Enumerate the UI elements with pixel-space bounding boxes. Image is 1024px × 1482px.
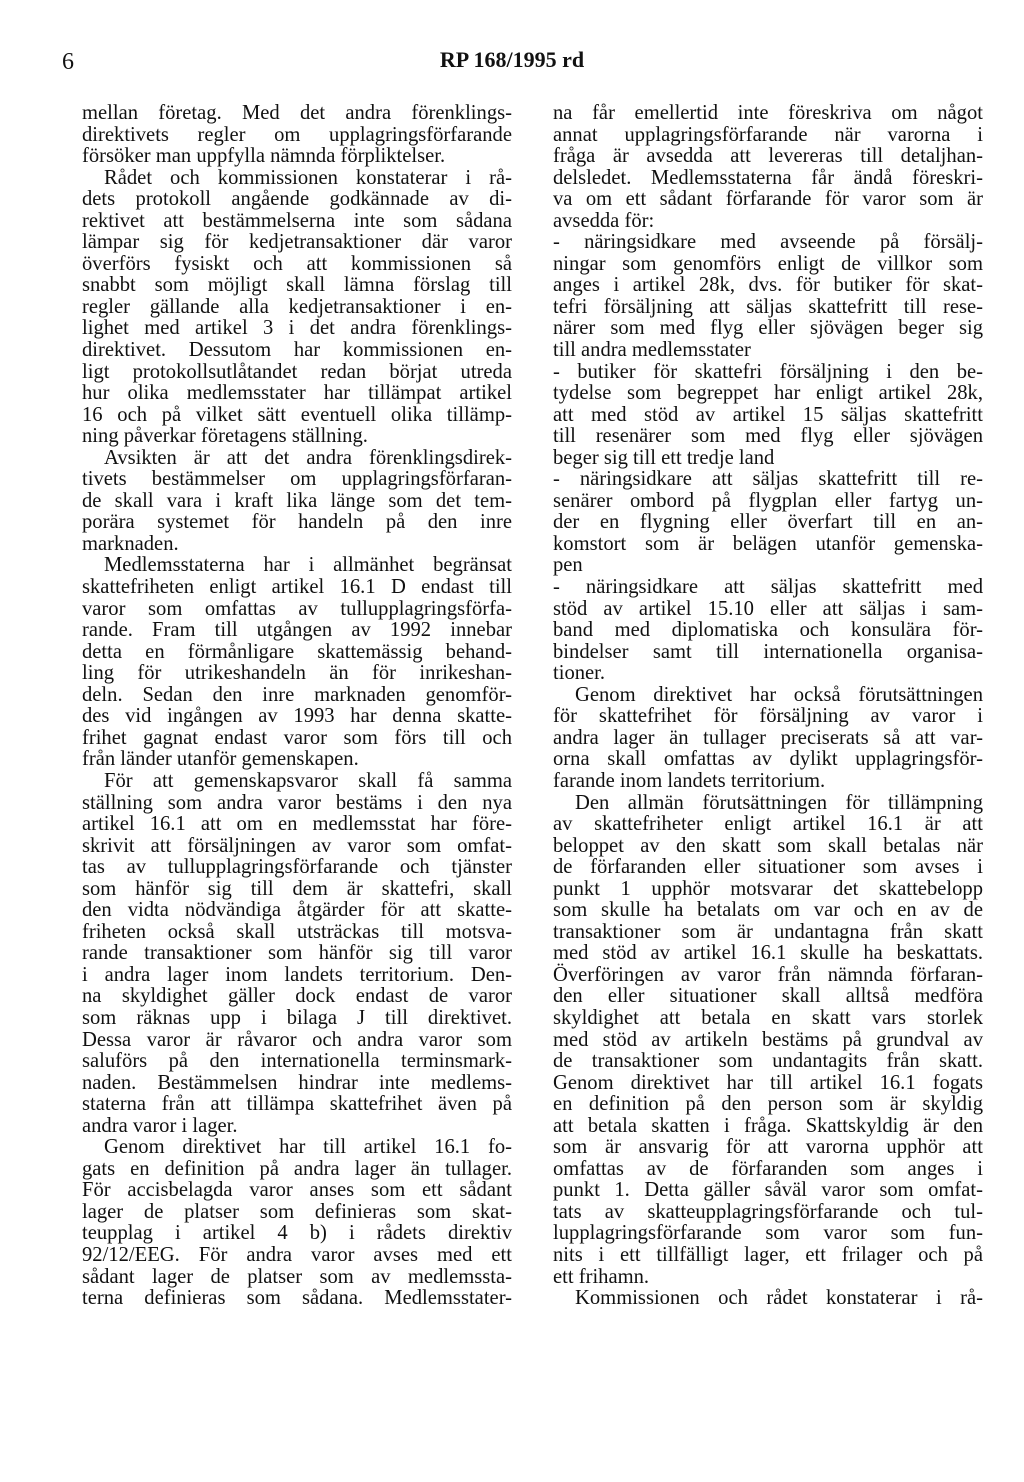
text-line: tydelse som begreppet har enligt artikel 28k, [553,382,983,405]
text-line: Avsikten är att det andra förenklingsdirek- [104,446,512,469]
text-line: transaktioner som är undantagna från skatt [553,920,983,943]
text-line: - näringsidkare att säljas skattefritt till re- [553,468,983,491]
text-line: beger sig till ett tredje land [553,446,775,469]
text-line: 92/12/EEG. För andra varor avses med ett [82,1243,512,1266]
text-line: der en flygning eller överfart till en an- [553,511,983,534]
text-line: Genom direktivet har till artikel 16.1 fo- [104,1136,512,1159]
text-line: fråga är avsedda att levereras till detaljhan- [553,145,983,168]
left-text-column [82,103,512,1310]
text-line: från länder utanför gemenskapen. [82,748,359,771]
text-line: artikel 16.1 att om en medlemsstat har före- [82,813,512,836]
text-line: na skyldighet gäller dock endast de varor [82,985,512,1008]
text-line: tefri försäljning att säljas skattefritt till rese- [553,295,983,318]
text-line: avsedda för: [553,209,655,232]
text-line: för skattefrihet för försäljning av varor i [553,705,983,728]
text-line: överförs fysiskt och att kommissionen så [82,252,512,275]
text-line: tivets bestämmelser om upplagringsförfaran- [82,468,512,491]
text-line: en definition på den person som är skyldig [553,1093,983,1116]
text-line: orna skall omfattas av dylikt upplagringsför- [553,748,983,771]
text-line: ning påverkar företagens ställning. [82,425,368,448]
text-line: terna definieras som sådana. Medlemsstater- [82,1287,512,1310]
text-line: till resenärer som med flyg eller sjövägen [553,425,983,448]
text-line: rande. Fram till utgången av 1992 innebar [82,619,512,642]
text-line: lighet med artikel 3 i det andra förenklings- [82,317,512,340]
text-line: pen [553,554,583,577]
text-line: att betala skatten i fråga. Skattskyldig är den [553,1114,983,1137]
text-line: marknaden. [82,532,179,555]
text-line: deln. Sedan den inre marknaden genomför- [82,683,512,706]
text-line: till andra medlemsstater [553,339,751,362]
text-line: anges i artikel 28k, dvs. för butiker för skat- [553,274,983,297]
text-line: de transaktioner som undantagits från skatt. [553,1050,983,1073]
text-line: gats en definition på andra lager än tullager. [82,1157,512,1180]
text-line: senärer ombord på flygplan eller fartyg un- [553,489,983,512]
text-line: delsledet. Medlemsstaterna får ändå föreskri- [553,166,983,189]
text-line: friheten också skall utsträckas till motsva- [82,920,512,943]
text-line: För att gemenskapsvaror skall få samma [104,769,512,792]
text-line: som räknas upp i bilaga J till direktivet. [82,1006,512,1029]
text-line: Genom direktivet har till artikel 16.1 fogats [553,1071,983,1094]
text-line: försöker man uppfylla nämnda förpliktelser. [82,145,446,168]
text-line: den eller situationer skall alltså medföra [553,985,983,1008]
text-line: varor som omfattas av tullupplagringsförfa- [82,597,512,620]
text-line: som hänför sig till dem är skattefri, skall [82,877,512,900]
text-line: va om ett sådant förfarande för varor som är [553,188,983,211]
text-line: Kommissionen och rådet konstaterar i rå- [575,1287,983,1310]
text-line: staterna från att tillämpa skattefrihet även på [82,1093,512,1116]
text-line: ställning som andra varor bestäms i den nya [82,791,512,814]
text-line: tats av skatteupplagringsförfarande och tul- [553,1200,983,1223]
text-line: beloppet av den skatt som skall betalas när [553,834,983,857]
text-line: skrivit att försäljningen av varor som omfat- [82,834,512,857]
text-line: direktivets regler om upplagringsförfarande [82,123,512,146]
text-line: mellan företag. Med det andra förenklings- [82,102,512,124]
text-line: Medlemsstaterna har i allmänhet begränsat [104,554,512,577]
text-line: skyldighet att betala en skatt vars storlek [553,1006,983,1029]
text-line: andra varor i lager. [82,1114,238,1137]
text-line: hur olika medlemsstater har tillämpat artikel [82,382,512,405]
text-line: ling för utrikeshandeln än för inrikeshan- [82,662,512,685]
text-line: Rådet och kommissionen konstaterar i rå- [104,166,512,189]
text-line: nits i ett tillfälligt lager, ett frilager och på [553,1243,983,1266]
text-line: Dessa varor är råvaror och andra varor som [82,1028,512,1051]
text-line: naden. Bestämmelsen hindrar inte medlems- [82,1071,512,1094]
text-line: Genom direktivet har också förutsättningen [575,683,983,706]
text-line: punkt 1 upphör motsvarar det skattebelopp [553,877,983,900]
text-line: ett frihamn. [553,1265,650,1288]
text-line: i andra lager inom landets territorium. Den- [82,963,512,986]
text-line: band med diplomatiska och konsulära för- [553,619,983,642]
text-line: lämpar sig för kedjetransaktioner där varor [82,231,512,254]
text-line: ningar som genomförs enligt de villkor som [553,252,983,275]
text-line: porära systemet för handeln på den inre [82,511,512,534]
text-line: sådant lager de platser som av medlemssta- [82,1265,512,1288]
text-line: des vid ingången av 1993 har denna skatte- [82,705,512,728]
text-line: andra lager än tullager preciserats så att var- [553,726,983,749]
text-line: komstort som är belägen utanför gemenska- [553,532,983,555]
text-line: direktivet. Dessutom har kommissionen en- [82,339,512,362]
text-line: rektivet att bestämmelserna inte som sådana [82,209,512,232]
page-number: 6 [62,49,74,75]
text-line: omfattas av de förfaranden som anges i [553,1157,983,1180]
text-line: de skall vara i kraft lika länge som det tem- [82,489,512,512]
text-line: snabbt som möjligt skall lämna förslag till [82,274,512,297]
text-line: teupplag i artikel 4 b) i rådets direktiv [82,1222,512,1245]
text-line: ligt protokollsutlåtandet redan börjat utreda [82,360,512,383]
text-line: - näringsidkare med avseende på försälj- [553,231,983,254]
text-line: - näringsidkare att säljas skattefritt med [553,576,983,599]
text-line: tioner. [553,662,606,685]
text-line: - butiker för skattefri försäljning i den be- [553,360,983,383]
text-line: av skattefriheter enligt artikel 16.1 är att [553,813,983,836]
text-line: den vidta nödvändiga åtgärder för att skatte- [82,899,512,922]
text-line: de förfaranden eller situationer som avses i [553,856,983,879]
text-line: skattefriheten enligt artikel 16.1 D endast till [82,576,512,599]
text-line: med stöd av artikeln bestäms på grundval av [553,1028,983,1051]
text-line: detta en förmånligare skattemässig behand- [82,640,512,663]
running-head: RP 168/1995 rd [439,47,585,72]
text-line: annat upplagringsförfarande när varorna i [553,123,983,146]
text-line: närer som med flyg eller sjövägen beger sig [553,317,983,340]
text-line: na får emellertid inte föreskriva om något [553,102,983,124]
text-line: rande transaktioner som hänför sig till varor [82,942,512,965]
text-line: Den allmän förutsättningen för tillämpning [575,791,983,814]
text-line: Överföringen av varor från nämnda förfaran- [553,963,983,986]
text-line: lupplagringsförfarande som varor som fun- [553,1222,983,1245]
text-line: att med stöd av artikel 15 säljas skattefritt [553,403,983,426]
text-line: dets protokoll angående godkännade av di- [82,188,512,211]
text-line: med stöd av artikel 16.1 skulle ha beskattats. [553,942,983,965]
right-text-column [553,103,983,1310]
text-line: För accisbelagda varor anses som ett sådant [82,1179,512,1202]
text-line: punkt 1. Detta gäller såväl varor som omfat- [553,1179,983,1202]
text-line: frihet gagnat endast varor som förs till och [82,726,512,749]
text-line: bindelser samt till internationella organisa- [553,640,983,663]
text-line: tas av tullupplagringsförfarande och tjänster [82,856,512,879]
text-line: stöd av artikel 15.10 eller att säljas i sam- [553,597,983,620]
text-line: farande inom landets territorium. [553,769,826,792]
text-line: som är ansvarig för att varorna upphör att [553,1136,983,1159]
text-line: regler gällande alla kedjetransaktioner i en- [82,295,512,318]
text-line: som skulle ha betalats om var och en av de [553,899,983,922]
text-line: saluförs på den internationella terminsmark- [82,1050,512,1073]
text-line: 16 och på vilket sätt eventuell olika tillämp- [82,403,512,426]
text-line: lager de platser som definieras som skat- [82,1200,512,1223]
